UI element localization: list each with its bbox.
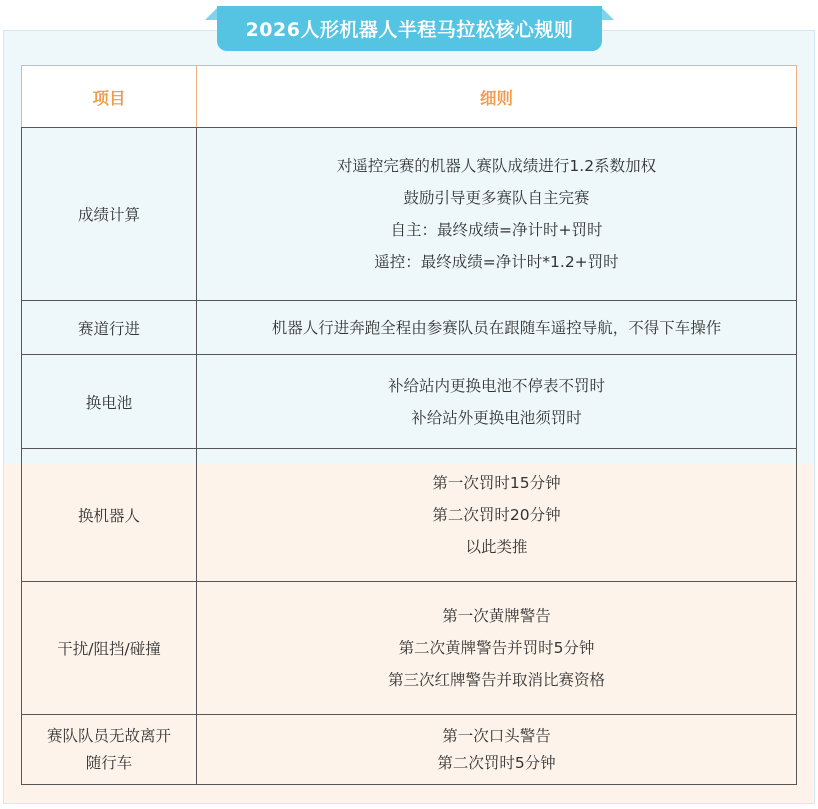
- detail-line: 第一次黄牌警告: [442, 607, 551, 625]
- detail-cell: [197, 582, 797, 715]
- item-cell: [22, 715, 197, 785]
- table-row: [22, 449, 797, 582]
- detail-line: 第二次罚时20分钟: [432, 506, 561, 524]
- title-banner: [205, 3, 614, 51]
- table-row: [22, 301, 797, 355]
- table-row: [22, 582, 797, 715]
- header-item: 项目: [22, 66, 197, 128]
- item-cell: 换机器人: [22, 449, 197, 582]
- table-row: [22, 355, 797, 449]
- detail-line: 第三次红牌警告并取消比赛资格: [387, 671, 605, 689]
- item-cell: 换电池: [22, 355, 197, 449]
- detail-cell: [197, 449, 797, 582]
- page-title: 2026人形机器人半程马拉松核心规则: [217, 6, 602, 51]
- item-line: 赛队队员无故离开: [46, 727, 171, 745]
- item-line: 随行车: [85, 754, 133, 772]
- table-header-row: [22, 66, 797, 128]
- detail-cell: [197, 715, 797, 785]
- detail-line: 第二次黄牌警告并罚时5分钟: [398, 639, 595, 657]
- item-cell: 赛道行进: [22, 301, 197, 355]
- rules-table: [21, 65, 797, 785]
- table-row: [22, 128, 797, 301]
- item-cell: 干扰/阻挡/碰撞: [22, 582, 197, 715]
- detail-line: 补给站外更换电池须罚时: [411, 408, 582, 427]
- detail-cell: [197, 355, 797, 449]
- detail-line: 第一次口头警告: [442, 727, 551, 745]
- detail-line: 第二次罚时5分钟: [437, 754, 556, 772]
- detail-cell: [197, 128, 797, 301]
- detail-line: 机器人行进奔跑全程由参赛队员在跟随车遥控导航，不得下车操作: [271, 318, 722, 337]
- item-cell: 成绩计算: [22, 128, 197, 301]
- detail-line: 以此类推: [465, 538, 528, 556]
- detail-cell: [197, 301, 797, 355]
- detail-line: 第一次罚时15分钟: [432, 474, 561, 492]
- detail-line: 对遥控完赛的机器人赛队成绩进行1.2系数加权: [336, 157, 657, 175]
- detail-line: 补给站内更换电池不停表不罚时: [387, 376, 605, 395]
- header-detail: 细则: [197, 66, 797, 128]
- detail-line: 鼓励引导更多赛队自主完赛: [403, 189, 590, 207]
- detail-line: 遥控：最终成绩=净计时*1.2+罚时: [374, 253, 619, 271]
- table-row: [22, 715, 797, 785]
- title-ear-right: [600, 6, 614, 20]
- detail-line: 自主：最终成绩=净计时+罚时: [390, 221, 603, 239]
